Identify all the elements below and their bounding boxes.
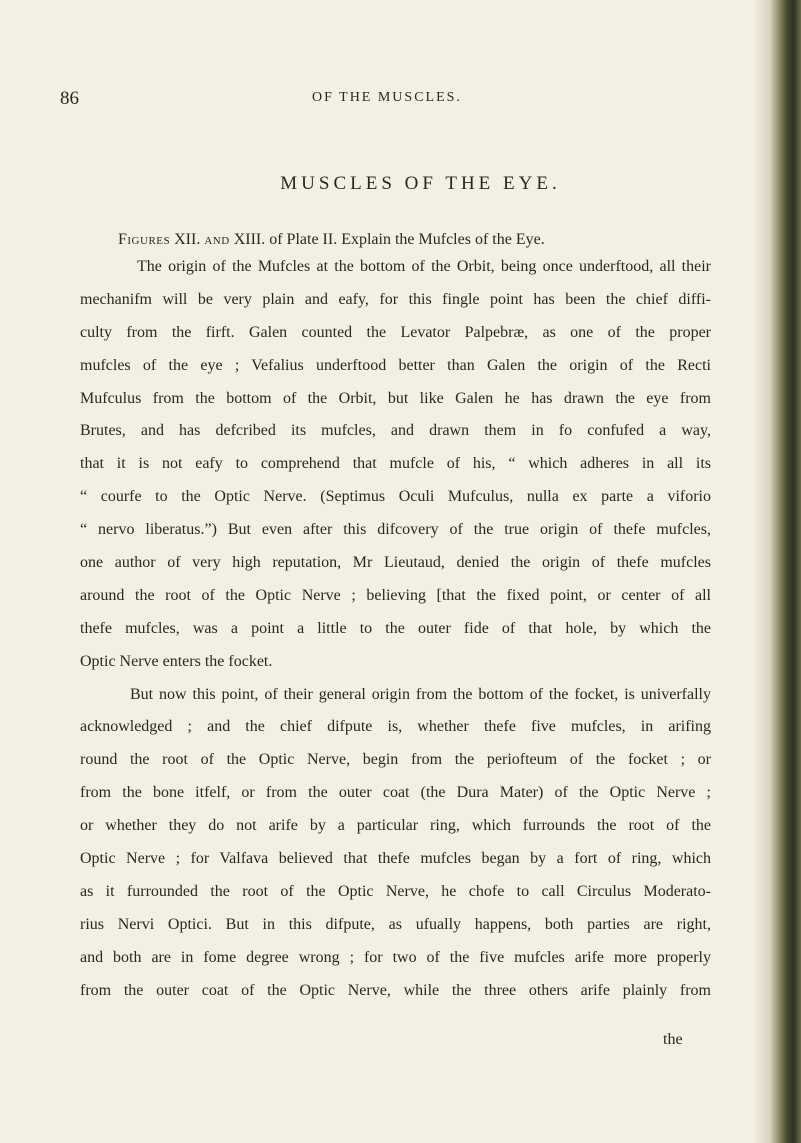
figure-reference-rest: XIII. of Plate II. Explain the Mufcles of the Eye.	[229, 231, 545, 248]
section-title: MUSCLES OF THE EYE.	[280, 173, 561, 194]
page-edge-shadow	[753, 0, 801, 1143]
text-line: or whether they do not arife by a particular ring, which furrounds the root of the	[80, 817, 711, 835]
text-line: “ nervo liberatus.”) But even after this difcovery of the true origin of thefe mufcles,	[80, 521, 711, 539]
text-line: Brutes, and has defcribed its mufcles, and drawn them in fo confufed a way,	[80, 422, 711, 440]
text-line: that it is not eafy to comprehend that mufcle of his, “ which adheres in all its	[80, 455, 711, 473]
text-line: acknowledged ; and the chief difpute is, whether thefe five mufcles, in arifing	[80, 718, 711, 736]
text-line: one author of very high reputation, Mr Lieutaud, denied the origin of thefe mufcles	[80, 554, 711, 572]
text-line: But now this point, of their general origin from the bottom of the focket, is univerfally	[130, 685, 711, 703]
running-head	[0, 88, 760, 112]
text-line: from the bone itfelf, or from the outer coat (the Dura Mater) of the Optic Nerve ;	[80, 784, 711, 802]
text-line: from the outer coat of the Optic Nerve, while the three others arife plainly from	[80, 981, 711, 999]
paragraph-1	[80, 251, 711, 679]
text-line: round the root of the Optic Nerve, begin from the periofteum of the focket ; or	[80, 751, 711, 769]
text-line: and both are in fome degree wrong ; for two of the five mufcles arife more properly	[80, 948, 711, 966]
text-line: thefe mufcles, was a point a little to the outer fide of that hole, by which the	[80, 619, 711, 637]
catchword: the	[663, 1031, 683, 1048]
text-line: around the root of the Optic Nerve ; believing [that the fixed point, or center of all	[80, 586, 711, 604]
text-line: as it furrounded the root of the Optic Nerve, he chofe to call Circulus Moderato-	[80, 882, 711, 900]
text-line: Mufculus from the bottom of the Orbit, but like Galen he has drawn the eye from	[80, 389, 711, 407]
text-line: rius Nervi Optici. But in this difpute, as ufually happens, both parties are right,	[80, 915, 711, 933]
figure-numbers: XII.	[170, 231, 205, 248]
figure-reference	[118, 231, 545, 249]
text-line: The origin of the Mufcles at the bottom of the Orbit, being once underftood, all their	[137, 258, 711, 275]
text-line: mufcles of the eye ; Vefalius underftood better than Galen the origin of the Recti	[80, 356, 711, 374]
text-line: Optic Nerve enters the focket.	[80, 652, 273, 670]
figures-label: Figures	[118, 231, 171, 248]
text-line: “ courfe to the Optic Nerve. (Septimus Oculi Mufculus, nulla ex parte a viforio	[80, 488, 711, 506]
text-line: culty from the firft. Galen counted the Levator Palpebræ, as one of the proper	[80, 323, 711, 341]
running-title: OF THE MUSCLES.	[312, 90, 462, 105]
text-line: Optic Nerve ; for Valfava believed that thefe mufcles began by a fort of ring, which	[80, 850, 711, 868]
body-text	[80, 251, 711, 1007]
text-line: mechanifm will be very plain and eafy, for this fingle point has been the chief diffi-	[80, 290, 711, 308]
page-number: 86	[60, 88, 79, 109]
and-label: and	[204, 231, 230, 248]
paragraph-2	[80, 679, 711, 1008]
